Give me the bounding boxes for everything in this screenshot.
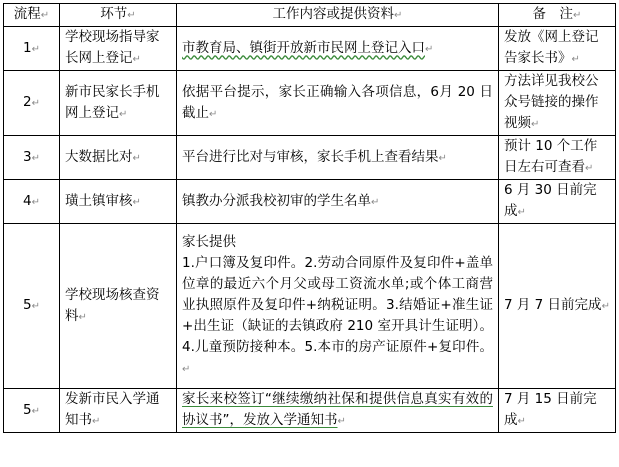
table-row — [4, 224, 616, 389]
cell-end-mark: ↵ — [337, 416, 346, 427]
cell-end-mark: ↵ — [394, 10, 403, 21]
header-content-label: 工作内容或提供资料 — [272, 6, 395, 22]
cell-end-mark: ↵ — [40, 10, 50, 21]
note-cell — [499, 27, 616, 71]
note-cell — [499, 180, 616, 224]
note-text: 预计 10 个工作日左右可查看 — [504, 138, 598, 175]
cell-end-mark: ↵ — [31, 405, 40, 417]
table-header-row — [4, 4, 616, 27]
content-text: 家长提供 1.户口簿及复印件。2.劳动合同原件及复印件+盖单位章的最近六个月父或母工资流水单;或个体工商营业执照原件及复印件+纳税证明。3.结婚证+准生证+出生证（缺证的去镇政府 210 室开具计生证明）。4.儿童预防接种本。5.本市的房产证原件+复印件。 — [182, 234, 493, 355]
cell-end-mark: ↵ — [425, 43, 434, 55]
cell-end-mark: ↵ — [132, 54, 141, 65]
cell-end-mark: ↵ — [92, 416, 101, 427]
process-table — [3, 3, 616, 433]
step-number: 5 — [23, 297, 32, 313]
cell-end-mark: ↵ — [573, 10, 582, 21]
table-row — [4, 136, 616, 180]
cell-end-mark: ↵ — [571, 54, 580, 65]
step-cell — [4, 180, 60, 224]
note-cell — [499, 136, 616, 180]
stage-cell — [60, 27, 177, 71]
step-number: 2 — [23, 94, 32, 110]
note-text: 7 月 7 日前完成 — [504, 297, 602, 313]
content-text: 家长来校签订“继续缴纳社保和提供信息真实有效的协议书”，发放入学通知书 — [182, 391, 493, 428]
stage-text: 璜土镇审核 — [65, 192, 133, 209]
header-stage — [60, 4, 177, 27]
step-number: 1 — [23, 39, 32, 56]
content-cell — [177, 224, 499, 389]
cell-end-mark: ↵ — [31, 301, 40, 312]
header-step-label: 流程 — [13, 6, 41, 22]
cell-end-mark: ↵ — [132, 152, 141, 164]
note-text: 方法详见我校公众号链接的操作视频 — [504, 73, 599, 131]
note-text: 7 月 15 日前完成 — [504, 391, 597, 428]
header-stage-label: 环节 — [100, 6, 128, 22]
cell-end-mark: ↵ — [119, 108, 128, 120]
table-row — [4, 389, 616, 433]
cell-end-mark: ↵ — [31, 98, 40, 109]
content-cell — [177, 71, 499, 136]
header-step — [4, 4, 60, 27]
content-cell — [177, 389, 499, 433]
stage-cell — [60, 180, 177, 224]
note-text: 6 月 30 日前完成 — [504, 182, 597, 219]
header-note-label: 备 注 — [532, 6, 574, 22]
header-content — [177, 4, 499, 27]
stage-text: 学校现场指导家长网上登记 — [65, 29, 160, 66]
stage-text: 大数据比对 — [65, 148, 133, 165]
note-text: 发放《网上登记告家长书》 — [504, 29, 599, 66]
stage-cell — [60, 136, 177, 180]
content-text: 市教育局、镇街开放新市民网上登记入口 — [182, 39, 425, 56]
stage-text: 学校现场核查资料 — [65, 286, 160, 324]
cell-end-mark: ↵ — [601, 301, 610, 312]
cell-end-mark: ↵ — [517, 416, 526, 427]
step-cell — [4, 27, 60, 71]
header-note — [499, 4, 616, 27]
cell-end-mark: ↵ — [585, 163, 594, 174]
table-row — [4, 27, 616, 71]
cell-end-mark: ↵ — [531, 119, 540, 130]
cell-end-mark: ↵ — [209, 108, 218, 120]
content-cell — [177, 136, 499, 180]
cell-end-mark: ↵ — [438, 152, 447, 164]
stage-text: 发新市民入学通知书 — [65, 391, 160, 428]
content-cell — [177, 180, 499, 224]
cell-end-mark: ↵ — [127, 10, 136, 21]
content-text: 镇教办分派我校初审的学生名单 — [182, 192, 371, 209]
cell-end-mark: ↵ — [31, 196, 40, 208]
step-cell — [4, 136, 60, 180]
content-text: 平台进行比对与审核，家长手机上查看结果 — [182, 148, 439, 165]
cell-end-mark: ↵ — [31, 152, 40, 164]
step-cell — [4, 389, 60, 433]
stage-text: 新市民家长手机网上登记 — [65, 83, 160, 121]
note-cell — [499, 71, 616, 136]
step-number: 5 — [23, 401, 32, 418]
note-cell — [499, 224, 616, 389]
stage-cell — [60, 389, 177, 433]
content-cell — [177, 27, 499, 71]
table-row — [4, 71, 616, 136]
cell-end-mark: ↵ — [182, 364, 191, 375]
table-row — [4, 180, 616, 224]
stage-cell — [60, 224, 177, 389]
step-cell — [4, 224, 60, 389]
cell-end-mark: ↵ — [517, 207, 526, 218]
cell-end-mark: ↵ — [78, 311, 87, 323]
cell-end-mark: ↵ — [31, 43, 40, 55]
cell-end-mark: ↵ — [371, 196, 380, 208]
step-number: 4 — [23, 192, 32, 209]
step-cell — [4, 71, 60, 136]
stage-cell — [60, 71, 177, 136]
cell-end-mark: ↵ — [132, 196, 141, 208]
note-cell — [499, 389, 616, 433]
step-number: 3 — [23, 148, 32, 165]
content-text: 依据平台提示，家长正确输入各项信息，6月 20 日截止 — [182, 83, 493, 121]
